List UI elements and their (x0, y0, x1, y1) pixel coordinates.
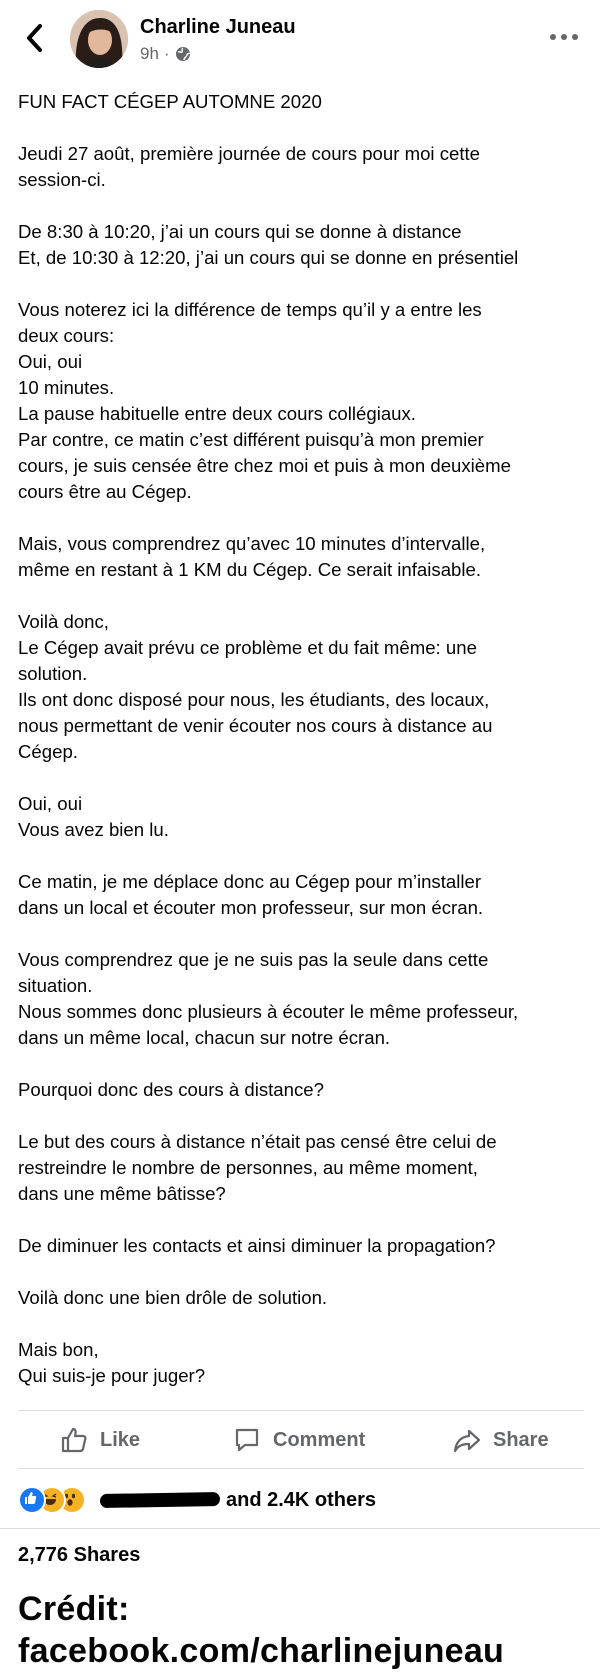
post-body (18, 89, 588, 1389)
post-paragraph: De 8:30 à 10:20, j’ai un cours qui se donne à distance Et, de 10:30 à 12:20, j’ai un cours qui se donne en présentiel (18, 221, 519, 268)
post-paragraph: Mais, vous comprendrez qu’avec 10 minutes d’intervalle, même en restant à 1 KM du Cégep. Ce serait infaisable. (18, 533, 486, 580)
post-paragraph: Le but des cours à distance n’était pas censé être celui de restreindre le nombre de personnes, au même moment, dans une même bâtisse? (18, 1131, 497, 1204)
share-button[interactable] (453, 1410, 549, 1470)
like-reaction-icon (18, 1486, 46, 1514)
credit-url: facebook.com/charlinejuneau (18, 1632, 505, 1670)
post-paragraph: Vous noterez ici la différence de temps qu’il y a entre les deux cours: Oui, oui 10 minutes. La pause habituelle entre deux cours collégiaux. Par contre, ce matin c’est différent puisqu’à mon premier cours, je suis censée être chez moi et puis à mon deuxième cours être au Cégep. (18, 299, 511, 502)
avatar[interactable] (70, 10, 128, 68)
like-button[interactable] (60, 1410, 140, 1470)
back-button[interactable] (20, 20, 50, 56)
post-paragraph: FUN FACT CÉGEP AUTOMNE 2020 (18, 91, 322, 112)
author-name[interactable]: Charline Juneau (140, 16, 296, 38)
redacted-name (100, 1492, 220, 1508)
post-paragraph: Ce matin, je me déplace donc au Cégep pour m’installer dans un local et écouter mon professeur, sur mon écran. (18, 871, 484, 918)
post-paragraph: Mais bon, Qui suis-je pour juger? (18, 1339, 206, 1386)
credit-label: Crédit: (18, 1590, 130, 1628)
reactions-summary[interactable] (18, 1480, 376, 1520)
post-meta (140, 44, 191, 64)
share-count[interactable]: 2,776 Shares (18, 1544, 141, 1566)
post-paragraph: Voilà donc une bien drôle de solution. (18, 1287, 328, 1308)
comment-icon (233, 1426, 261, 1454)
post-time[interactable]: 9h (140, 44, 159, 63)
comment-label: Comment (273, 1428, 366, 1451)
shares-divider (0, 1528, 600, 1529)
reaction-count: and 2.4K others (226, 1488, 377, 1511)
post-paragraph: Jeudi 27 août, première journée de cours pour moi cette session-ci. (18, 143, 481, 190)
profile-photo (70, 10, 128, 68)
actions-bottom-divider (18, 1468, 584, 1469)
globe-icon (175, 46, 191, 62)
share-label: Share (493, 1428, 549, 1451)
post-paragraph: Vous comprendrez que je ne suis pas la seule dans cette situation. Nous sommes donc plusieurs à écouter le même professeur, dans un même local, chacun sur notre écran. (18, 949, 519, 1048)
more-options-button[interactable] (548, 28, 580, 46)
thumbs-up-icon (60, 1426, 88, 1454)
post-header (0, 0, 600, 80)
meta-separator: · (163, 44, 170, 63)
chevron-left-icon (20, 20, 50, 56)
action-bar (0, 1410, 600, 1470)
post-paragraph: Oui, oui Vous avez bien lu. (18, 793, 169, 840)
post-paragraph: De diminuer les contacts et ainsi diminuer la propagation? (18, 1235, 496, 1256)
comment-button[interactable] (233, 1410, 365, 1470)
post-paragraph: Pourquoi donc des cours à distance? (18, 1079, 324, 1100)
post-paragraph: Voilà donc, Le Cégep avait prévu ce problème et du fait même: une solution. Ils ont donc disposé pour nous, les étudiants, des locaux, nous permettant de venir écouter nos cours à distance au Cégep. (18, 611, 493, 762)
more-dots-icon (548, 28, 580, 46)
credit-caption (18, 1588, 504, 1672)
like-label: Like (100, 1428, 141, 1451)
share-arrow-icon (453, 1426, 481, 1454)
